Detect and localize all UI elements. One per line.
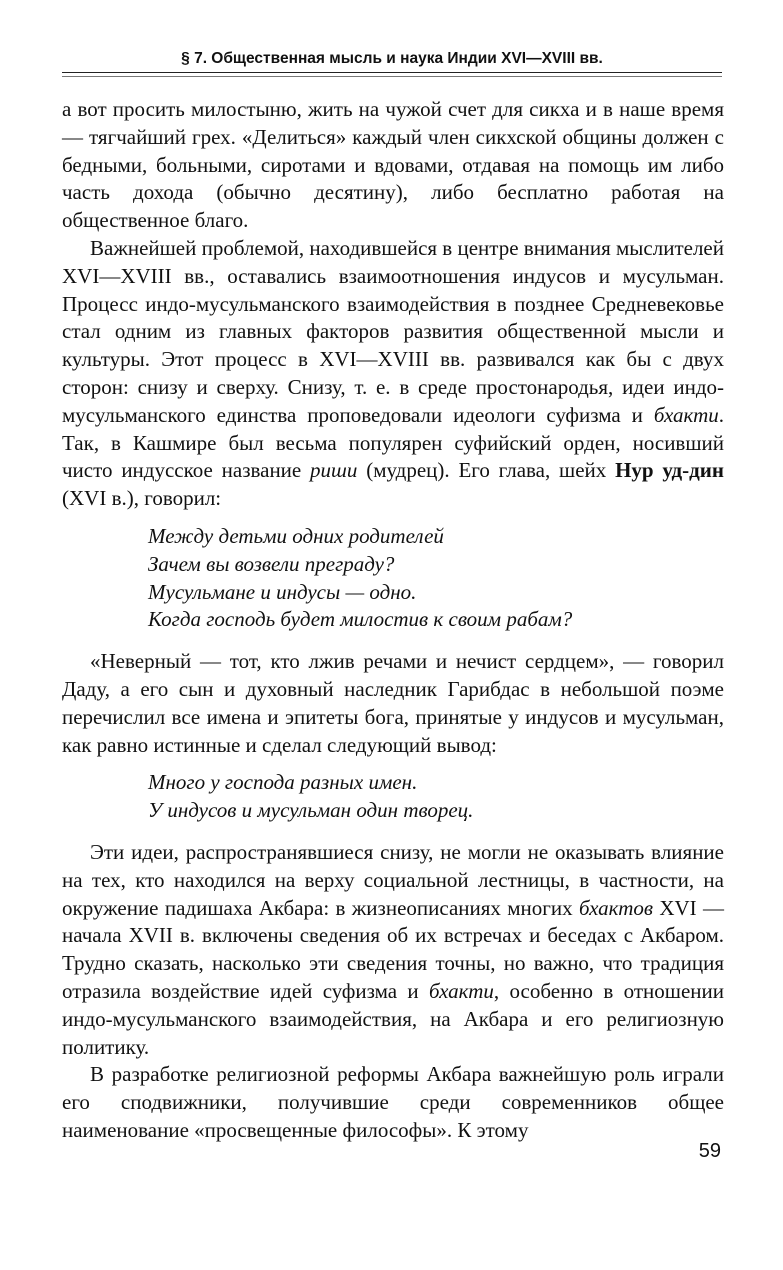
verse-line: Когда господь будет милостив к своим рабам? <box>148 607 573 632</box>
verse-quote-1 <box>148 523 724 634</box>
term-bhakti: бхакти <box>653 402 719 427</box>
verse-line: Между детьми одних родителей <box>148 523 444 548</box>
text-run: Эти идеи, распространявшиеся снизу, не могли не оказывать влияние на тех, кто находился на верху социальной лестницы, в частности, на окружение падишаха Акбара: в жизнеописаниях многих <box>62 839 724 920</box>
header-rule <box>62 72 722 73</box>
text-run: (мудрец). Его глава, шейх <box>357 458 616 483</box>
paragraph-5: В разработке религиозной реформы Акбара важнейшую роль играли его сподвижники, получившие среди современников общее наименование «просвещенные философы». К этому <box>62 1062 724 1142</box>
paragraph-3: «Неверный — тот, кто лжив речами и нечист сердцем», — говорил Даду, а его сын и духовный наследник Гарибдас в небольшой поэме перечислил все имена и эпитеты бога, принятые у индусов и мусульман, как равно истинные и сделал следующий вывод: <box>62 649 724 757</box>
term-rishi: риши <box>310 458 358 483</box>
text-run: Важнейшей проблемой, находившейся в центре внимания мыслителей XVI—XVIII вв., оставались взаимоотношения индусов и мусульман. Процесс индо-мусульманского взаимодействия в позднее Средневековье стал одним из главных факторов развития общественной мысли и культуры. Этот процесс в XVI—XVIII вв. развивался как бы с двух сторон: снизу и сверху. Снизу, т. е. в среде простонародья, идеи индо-мусульманского единства проповедовали идеологи суфизма и <box>62 235 724 427</box>
text-run: XVI — начала XVII в. включены сведения об их встречах и беседах с Акбаром. Трудно сказать, насколько эти сведения точны, но важно, что традиция отразила воздействие идей суфизма и <box>62 895 724 1003</box>
term-bhakti: бхакти <box>429 978 494 1003</box>
verse-quote-2 <box>148 769 724 825</box>
page-number: 59 <box>698 1140 721 1162</box>
text-run: , особенно в отношении индо-мусульманского взаимодействия, на Акбара и его религиозную политику. <box>62 978 724 1059</box>
paragraph-4 <box>62 839 724 1061</box>
header-rule-thin <box>62 76 722 77</box>
text-run: (XVI в.), говорил: <box>62 486 222 511</box>
verse-line: У индусов и мусульман один творец. <box>148 798 474 823</box>
body-text <box>62 96 724 1145</box>
paragraph-1: а вот просить милостыню, жить на чужой счет для сикха и в наше время — тягчайший грех. «Делиться» каждый член сикхской общины должен с бедными, больными, сиротами и вдовами, отдавая на помощь им либо часть дохода (обычно десятину), либо бесплатно работая на общественное благо. <box>62 97 724 233</box>
verse-line: Мусульмане и индусы — одно. <box>148 579 417 604</box>
verse-line: Зачем вы возвели преграду? <box>148 551 395 576</box>
name-nur-ud-din: Нур уд-дин <box>615 458 724 483</box>
paragraph-2 <box>62 235 724 513</box>
verse-line: Много у господа разных имен. <box>148 770 418 795</box>
running-header: § 7. Общественная мысль и наука Индии XVI—XVIII вв. <box>181 50 603 67</box>
term-bhaktov: бхактов <box>578 895 653 920</box>
text-run: . Так, в Кашмире был весьма популярен суфийский орден, носивший чисто индусское название <box>62 402 724 483</box>
